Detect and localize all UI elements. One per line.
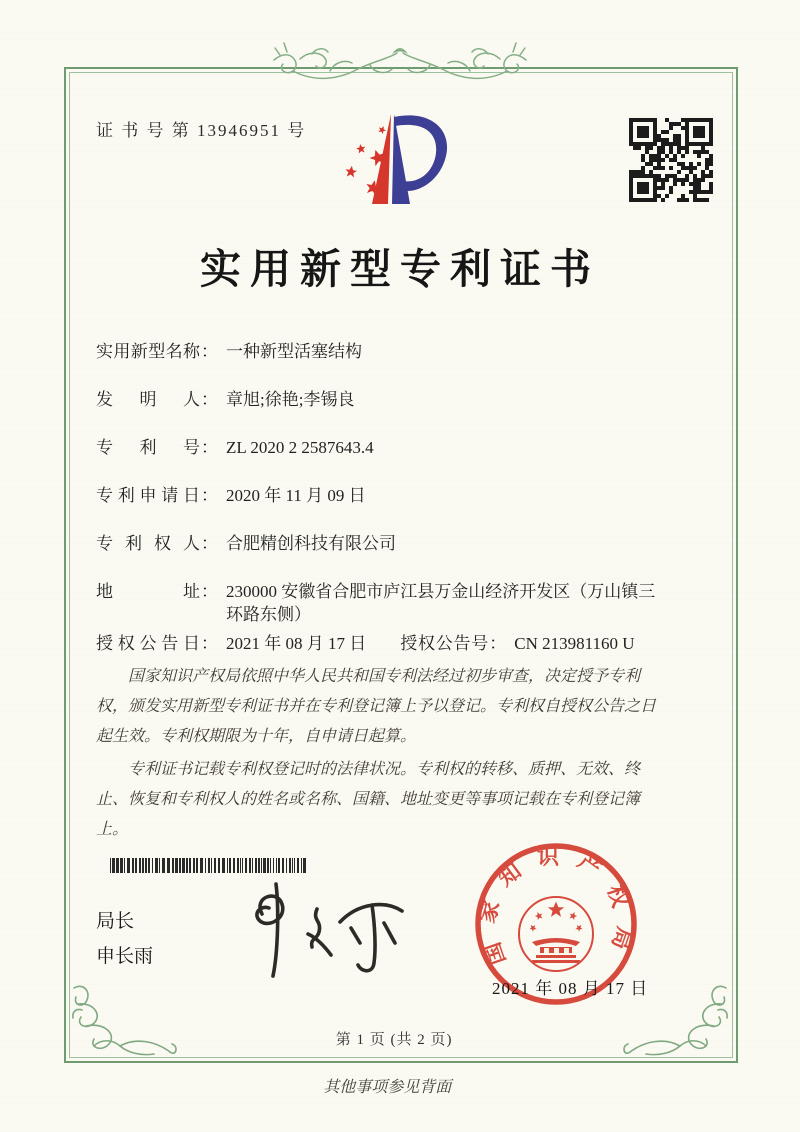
officer-title: 局长: [96, 911, 135, 932]
bottom-left-flourish-icon: [66, 982, 178, 1060]
field-label: 地址: [96, 582, 200, 601]
field-row-name: [96, 340, 676, 388]
field-value: 2021 年 08 月 17 日: [226, 634, 367, 653]
back-note: 其他事项参见背面: [323, 1079, 452, 1096]
seal-text: 国家知识产权局: [473, 843, 639, 969]
field-value: ZL 2020 2 2587643.4: [226, 438, 374, 457]
certificate-title: 实用新型专利证书: [200, 246, 600, 292]
qr-code: [629, 118, 713, 202]
field-row-grant: [96, 632, 676, 655]
cnipa-logo-icon: [330, 100, 480, 228]
field-value: 230000 安徽省合肥市庐江县万金山经济开发区（万山镇三环路东侧）: [226, 582, 656, 624]
top-flourish-icon: [268, 24, 532, 90]
field-label: 专利申请日: [96, 486, 200, 505]
certificate-number: 证 书 号 第 13946951 号: [96, 121, 307, 140]
field-colon: ：: [201, 486, 218, 505]
qr-code-svg: [629, 118, 713, 202]
field-colon: ：: [201, 534, 218, 553]
field-row-filing-date: [96, 484, 676, 532]
field-label: 授权公告日: [96, 634, 200, 653]
field-value: CN 213981160 U: [514, 634, 635, 653]
handwritten-signature-icon: [224, 876, 424, 984]
officer-name: 申长雨: [96, 946, 154, 967]
barcode-svg: [110, 858, 306, 873]
field-colon: ：: [201, 634, 218, 653]
field-label: 发明人: [96, 390, 200, 409]
fields-section: [96, 340, 676, 655]
field-label: 授权公告号: [400, 634, 489, 653]
seal-date: 2021 年 08 月 17 日: [492, 979, 649, 998]
grant-date-pair: [96, 632, 366, 655]
field-colon: ：: [201, 390, 218, 409]
flourish-strokes: [73, 986, 176, 1054]
flourish-strokes: [274, 43, 526, 78]
field-value: 合肥精创科技有限公司: [226, 534, 396, 553]
grant-number-pair: [400, 632, 634, 655]
field-colon: ：: [201, 342, 218, 361]
field-colon: ：: [201, 582, 218, 601]
field-row-inventor: [96, 388, 676, 436]
field-value: 2020 年 11 月 09 日: [226, 486, 366, 505]
field-row-address: [96, 580, 676, 626]
field-value: 一种新型活塞结构: [226, 342, 362, 361]
seal-national-emblem: [519, 897, 593, 971]
legal-text-section: [96, 662, 658, 845]
signature-strokes: [257, 884, 402, 976]
field-row-patentee: [96, 532, 676, 580]
legal-paragraph-1: 国家知识产权局依照中华人民共和国专利法经过初步审查，决定授予专利权，颁发实用新型专利证书并在专利登记簿上予以登记。专利权自授权公告之日起生效。专利权期限为十年，自申请日起算。: [96, 668, 657, 745]
officer-block: [96, 904, 153, 974]
field-value: 章旭;徐艳;李锡良: [226, 390, 355, 409]
field-colon: ：: [489, 634, 507, 653]
barcode: [110, 858, 306, 873]
legal-paragraph-2: 专利证书记载专利权登记时的法律状况。专利权的转移、质押、无效、终止、恢复和专利权人的姓名或名称、国籍、地址变更等事项记载在专利登记簿上。: [96, 761, 641, 838]
field-label: 专利权人: [96, 534, 200, 553]
field-label: 专利号: [96, 438, 200, 457]
cnipa-logo-svg: [330, 100, 480, 228]
field-row-patent-no: [96, 436, 676, 484]
page-number: 第 1 页 (共 2 页): [335, 1032, 453, 1048]
field-colon: ：: [201, 438, 218, 457]
field-label: 实用新型名称: [96, 342, 200, 361]
